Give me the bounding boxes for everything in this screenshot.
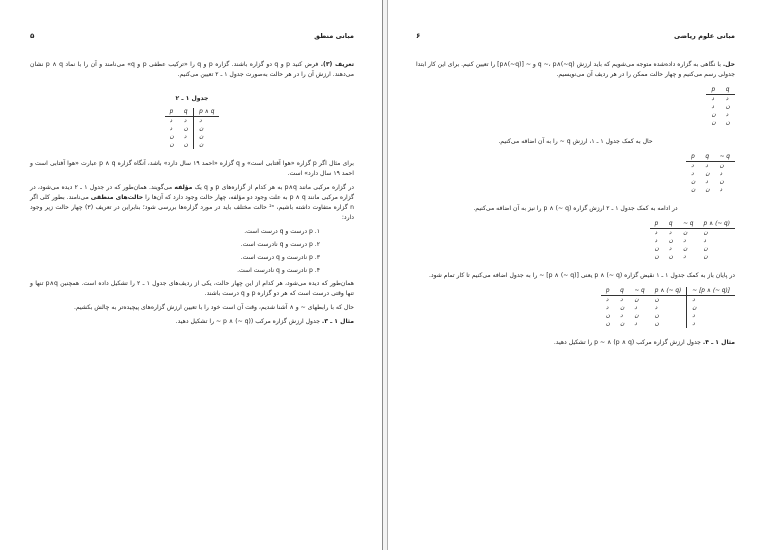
conjunction-truth-table (165, 108, 220, 149)
case-item: ۲. p درست و q نادرست است. (240, 241, 320, 248)
table-cell: د (634, 305, 637, 311)
table-header-cell: q (700, 153, 714, 162)
table-cell: د (691, 163, 694, 169)
example-1-3-label: مثال ۱ ـ ۳. (321, 318, 354, 325)
table-cell: ن (654, 297, 660, 303)
table-cell: ن (719, 179, 724, 185)
table-cell: د (691, 171, 694, 177)
table-cell: ن (668, 238, 674, 244)
table-row (601, 304, 735, 312)
table-cell: ن (703, 230, 708, 236)
example-1-4 (416, 338, 735, 348)
example-paragraph: برای مثال اگر p گزاره «هوا آفتابی است» و q گزاره «احمد ۱۹ سال دارد» باشد، آنگاه گزاره p ∧ q عبارت «هوا آفتابی است و احمد ۱۹ سال دارد» است. (30, 160, 354, 177)
table-cell: د (719, 187, 723, 193)
table-row (706, 119, 735, 127)
table-header-cell: p (650, 220, 664, 229)
table-cell: د (169, 126, 173, 132)
table-cell: ن (194, 125, 220, 133)
component-paragraph (30, 183, 354, 223)
table-cell: د (634, 321, 637, 327)
table-cell: د (687, 312, 735, 320)
truth-table-step-4 (601, 287, 735, 328)
table-cell: د (683, 254, 686, 260)
table-cell: د (183, 134, 187, 140)
example-1-4-text: جدول ارزش گزاره مرکب p ~ ∧ (p ∧ q) را تشکیل دهید. (553, 339, 701, 346)
table-cell: ن (654, 313, 660, 319)
table-cell: ن (719, 163, 724, 169)
example-1-3-text: جدول ارزش گزاره مرکب ((p ∧ (~ q ~ را تشکیل دهید. (175, 318, 320, 325)
table-cell: ن (634, 297, 639, 303)
table-header-row (165, 108, 220, 117)
table-row (601, 320, 735, 328)
table-cell: د (654, 238, 658, 244)
example-1-4-label: مثال ۱ ـ ۴. (702, 339, 735, 346)
table-row (706, 103, 735, 111)
table-cell: د (683, 238, 686, 244)
right-page (388, 0, 769, 550)
table-cell: د (719, 171, 723, 177)
definition-text: فرض کنید p و q دو گزاره باشند. گزاره p و q را «ترکیب عطفی p و q» می‌نامند و آن را با نماد p ∧ q نشان می‌دهند. ارزش آن را در هر حالت به‌صورت جدول ۱ ـ ۲ تعیین می‌کنیم. (30, 61, 354, 78)
solution-text: با نگاهی به گزاره داده‌شده متوجه می‌شویم که باید ارزش q ~، p∧(~q) و ~ [p∧(~q)] را تعیین کنیم. برای این کار ابتدا جدولی رسم می‌کنیم و چهار حالت ممکن را در هر ردیف آن می‌نویسیم. (415, 61, 735, 78)
table-header-cell: ~ q (678, 220, 698, 229)
table-cell: د (194, 117, 220, 126)
table-cell: ن (711, 120, 716, 126)
table-cell: ن (705, 171, 710, 177)
example-1-3 (30, 317, 354, 327)
table-cell: ن (183, 142, 189, 148)
component-text-a: در گزاره مرکبی مانند p∧q به هر کدام از گزاره‌های p و q یک (192, 184, 354, 191)
table-row (706, 111, 735, 119)
table-cell: ن (691, 179, 696, 185)
case-item: ۳. p نادرست و q درست است. (240, 254, 320, 261)
right-page-number: ۶ (416, 31, 421, 40)
case-item: ۱. p درست و q درست است. (244, 228, 320, 235)
table-row (601, 312, 735, 320)
table-cell: ن (183, 126, 189, 132)
step-note-1: حال به کمک جدول ۱ ـ ۱، ارزش q ~ را به آن اضافه می‌کنیم. (498, 138, 653, 145)
table-cell: د (711, 96, 715, 102)
left-page (0, 0, 382, 550)
table-cell: ن (725, 104, 730, 110)
right-running-head: مبانی علوم ریاضی (674, 32, 735, 40)
table-cell: ن (654, 246, 659, 252)
table-header-cell: p ∧ (~ q) (650, 287, 687, 296)
truth-table-step-2 (686, 153, 735, 194)
logical-cases-term: حالت‌های منطقی (90, 194, 144, 201)
table-cell: د (725, 96, 729, 102)
table-row (165, 125, 220, 133)
table-header-cell: q (615, 287, 629, 296)
table-cell: د (687, 296, 735, 305)
table-cell: ن (194, 133, 220, 141)
table-cell: د (620, 297, 623, 303)
table-row (686, 186, 735, 194)
right-running-header (416, 30, 735, 42)
table-cell: د (169, 118, 173, 124)
table-row (686, 162, 735, 171)
table-cell: ن (725, 120, 730, 126)
table-header-cell: p (706, 86, 720, 95)
table-header-cell: q (179, 108, 194, 117)
rows-paragraph: همان‌طور که دیده می‌شود، هر کدام از این چهار حالت، یکی از ردیف‌های جدول ۱ ـ ۲ را تشکیل داده است. همچنین p∧q تنها و تنها وقتی درست است که هر دو گزاره p و q درست باشند. (30, 280, 354, 297)
table-header-cell: ~ q (629, 287, 649, 296)
table-header-cell: p (601, 287, 615, 296)
table-cell: ن (169, 134, 174, 140)
table-row (650, 229, 735, 238)
table-cell: ن (654, 254, 659, 260)
table-cell: د (687, 320, 735, 328)
table-header-cell: p ∧ q (194, 108, 220, 117)
table-cell: د (605, 305, 609, 311)
left-running-head: مبانی منطق (314, 32, 354, 40)
challenge-paragraph: حال که با رابطهای ~ و ∧ آشنا شدیم، وقت آن است خود را با تعیین ارزش گزاره‌های پیچیده‌تر به چالش بکشیم. (73, 304, 354, 311)
solution-paragraph (416, 60, 735, 80)
component-text-c: می‌نامند. بطور کلی اگر n گزاره متفاوت داشته باشیم، ²ⁿ حالت مختلف باید در مورد گزاره‌ها بررسی شود؛ بنابراین در تعریف (۳) چهار حالت زیر وجود دارد: (30, 194, 354, 221)
table-cell: ن (620, 305, 625, 311)
component-term: مؤلفه (174, 184, 193, 191)
table-cell: د (711, 104, 715, 110)
table-cell: د (183, 118, 187, 124)
table-cell: د (605, 297, 609, 303)
truth-table-step-3 (650, 220, 735, 261)
table-row (165, 141, 220, 149)
table-cell: ن (194, 141, 220, 149)
table-row (165, 133, 220, 141)
cases-list (30, 227, 354, 276)
table-cell: ن (683, 246, 688, 252)
table-row (650, 237, 735, 245)
case-item: ۴. p نادرست و q نادرست است. (237, 267, 320, 274)
table-cell: ن (703, 246, 708, 252)
table-header-cell: p (165, 108, 179, 117)
table-cell: ن (634, 313, 639, 319)
table-cell: د (654, 305, 658, 311)
table-cell: ن (683, 230, 688, 236)
table-row (706, 95, 735, 104)
table-cell: ن (605, 321, 611, 327)
table-header-cell: p ∧ (~ q) (698, 220, 735, 229)
table-cell: د (725, 112, 729, 118)
component-text-b: می‌گویند. همان‌طور که در جدول ۱ ـ ۲ دیده می‌شود، در گزاره مرکبی مانند p ∧ q به علت وجود دو مؤلفه، چهار حالت وجود دارد که آن‌ها را (30, 184, 354, 201)
table-cell: ن (620, 321, 625, 327)
table-cell: د (668, 246, 672, 252)
table-row (686, 170, 735, 178)
table-cell: ن (687, 304, 735, 312)
table-cell: ن (668, 254, 674, 260)
table-row (686, 178, 735, 186)
table-header-cell: q (721, 86, 735, 95)
table-row (165, 117, 220, 126)
definition-label: تعریف (۳). (320, 61, 355, 68)
step-note-2: در ادامه به کمک جدول ۱ ـ ۲ ارزش گزاره (q ~) ∧ p را نیز به آن اضافه می‌کنیم. (473, 205, 678, 212)
table-header-cell: ~ [p ∧ (~ q)] (687, 287, 735, 296)
table-header-cell: q (664, 220, 678, 229)
left-running-header (30, 30, 354, 42)
table-header-cell: ~ q (715, 153, 735, 162)
table-1-2-caption: جدول ۱ ـ ۲ (175, 95, 209, 102)
table-row (650, 253, 735, 261)
step-note-3: در پایان باز به کمک جدول ۱ ـ ۱ نقیض گزاره (q ~) ∧ p یعنی [(q ~) ∧ p] ~ را به جدول اضافه می‌کنیم تا کار تمام شود. (428, 272, 735, 279)
definition-paragraph (30, 60, 354, 80)
table-cell: ن (703, 254, 708, 260)
table-cell: د (705, 179, 708, 185)
table-cell: ن (654, 321, 660, 327)
table-cell: ن (691, 187, 696, 193)
table-cell: ن (169, 142, 174, 148)
table-cell: ن (705, 187, 710, 193)
left-page-number: ۵ (30, 31, 35, 40)
table-row (601, 296, 735, 305)
table-cell: ن (711, 112, 716, 118)
table-cell: د (668, 230, 672, 236)
table-row (650, 245, 735, 253)
solution-label: حل. (722, 61, 735, 68)
table-cell: د (654, 230, 658, 236)
table-cell: د (705, 163, 708, 169)
truth-table-step-1 (706, 86, 735, 127)
table-cell: د (703, 238, 707, 244)
table-header-cell: p (686, 153, 700, 162)
table-cell: ن (605, 313, 611, 319)
table-cell: د (620, 313, 623, 319)
